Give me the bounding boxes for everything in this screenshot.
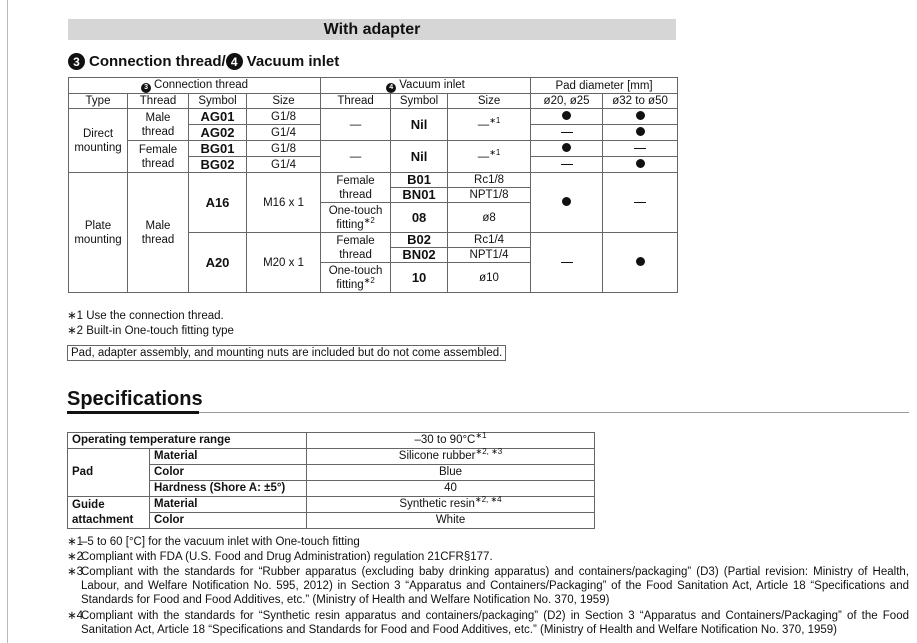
- vacuum-symbol-cell: B02: [391, 233, 448, 248]
- availability-cell: [603, 233, 678, 293]
- symbol-cell: A20: [189, 233, 247, 293]
- footnote-mark: ∗1: [489, 147, 501, 157]
- col-header-vacuum-thread: Thread: [321, 94, 391, 109]
- dash-icon: [561, 164, 573, 165]
- section-title-part2: Vacuum inlet: [246, 53, 340, 70]
- filled-dot-icon: [636, 257, 645, 266]
- spec-label-guide-attachment: Guide attachment: [68, 497, 150, 529]
- vacuum-size-value: —: [477, 118, 490, 131]
- col-header-vacuum-symbol: Symbol: [391, 94, 448, 109]
- footnote-text: Use the connection thread.: [86, 310, 224, 322]
- dash-icon: [634, 148, 646, 149]
- availability-cell: [603, 109, 678, 125]
- section-title-part1: Connection thread/: [89, 53, 226, 70]
- conn-note-2: [67, 323, 234, 337]
- group-header-label: Connection thread: [154, 79, 249, 91]
- col-header-symbol: Symbol: [189, 94, 247, 109]
- vacuum-size-cell: [448, 141, 531, 173]
- spec-value-pad-color: Blue: [307, 465, 595, 481]
- spec-value-hardness: 40: [307, 481, 595, 497]
- vacuum-thread-cell: Female thread: [321, 233, 391, 263]
- vacuum-thread-cell: [321, 263, 391, 293]
- footnote-text: Built-in One-touch fitting type: [86, 325, 234, 337]
- type-plate-mounting: Plate mounting: [69, 173, 128, 293]
- table-row: [69, 109, 678, 125]
- footnote-mark: ∗1: [489, 115, 501, 125]
- with-adapter-banner: With adapter: [68, 19, 676, 40]
- availability-cell: [603, 157, 678, 173]
- filled-dot-icon: [562, 143, 571, 152]
- symbol-cell: BG01: [189, 141, 247, 157]
- spec-note-3: [67, 565, 909, 607]
- symbol-cell: AG01: [189, 109, 247, 125]
- spec-value-pad-material: [307, 449, 595, 465]
- spec-label-color: Color: [150, 465, 307, 481]
- group-header-label: Vacuum inlet: [399, 79, 465, 91]
- number-4-badge: 4: [226, 53, 243, 70]
- vacuum-size-cell: NPT1/8: [448, 188, 531, 203]
- number-4-icon: 4: [386, 83, 396, 93]
- dash-icon: [561, 132, 573, 133]
- size-cell: G1/4: [247, 157, 321, 173]
- number-3-badge: 3: [68, 53, 85, 70]
- spec-label-operating-temp: Operating temperature range: [68, 433, 307, 449]
- footnote-mark: ∗2: [363, 275, 375, 285]
- footnote-mark: ∗2, ∗3: [475, 447, 503, 457]
- group-header-connection-thread: [69, 78, 321, 94]
- table-row: [68, 433, 595, 449]
- conn-note-1: [67, 308, 224, 322]
- vacuum-symbol-cell: Nil: [391, 141, 448, 173]
- availability-cell: [531, 233, 603, 293]
- vacuum-thread-cell: [321, 203, 391, 233]
- availability-cell: [603, 173, 678, 233]
- table-row: [68, 449, 595, 465]
- footnote-mark: ∗2: [67, 325, 84, 337]
- size-cell: G1/8: [247, 141, 321, 157]
- spec-value-operating-temp: [307, 433, 595, 449]
- filled-dot-icon: [636, 159, 645, 168]
- footnote-text: Compliant with FDA (U.S. Food and Drug Administration) regulation 21CFR§177.: [81, 551, 493, 563]
- availability-cell: [531, 157, 603, 173]
- col-header-size: Size: [247, 94, 321, 109]
- spec-label-hardness: Hardness (Shore A: ±5°): [150, 481, 307, 497]
- spec-value-text: –30 to 90°C: [414, 434, 476, 446]
- group-header-pad-diameter: Pad diameter [mm]: [531, 78, 678, 94]
- spec-value-guide-material: [307, 497, 595, 513]
- footnote-text: –5 to 60 [°C] for the vacuum inlet with One-touch fitting: [81, 536, 360, 548]
- spec-value-text: Synthetic resin: [399, 498, 475, 510]
- vacuum-symbol-cell: B01: [391, 173, 448, 188]
- footnote-mark: ∗2, ∗4: [474, 495, 502, 505]
- size-cell: G1/4: [247, 125, 321, 141]
- vacuum-thread-cell: Female thread: [321, 173, 391, 203]
- spec-label-color: Color: [150, 513, 307, 529]
- heading-underline: [67, 411, 199, 414]
- table-row: [69, 173, 678, 188]
- symbol-cell: AG02: [189, 125, 247, 141]
- onetouch-label: One-touch fitting: [328, 264, 383, 291]
- size-cell: M20 x 1: [247, 233, 321, 293]
- symbol-cell: BG02: [189, 157, 247, 173]
- spec-note-4: [67, 609, 909, 637]
- vacuum-size-cell: Rc1/8: [448, 173, 531, 188]
- availability-cell: [531, 141, 603, 157]
- vacuum-size-cell: [448, 109, 531, 141]
- filled-dot-icon: [562, 111, 571, 120]
- vacuum-thread-cell: —: [321, 141, 391, 173]
- vacuum-symbol-cell: BN01: [391, 188, 448, 203]
- thread-female: Female thread: [128, 141, 189, 173]
- vacuum-size-cell: ø10: [448, 263, 531, 293]
- dash-icon: [561, 262, 573, 263]
- size-cell: M16 x 1: [247, 173, 321, 233]
- availability-cell: [603, 125, 678, 141]
- vacuum-thread-cell: —: [321, 109, 391, 141]
- section-divider: [199, 412, 909, 413]
- col-header-type: Type: [69, 94, 128, 109]
- footnote-mark: ∗1: [67, 536, 84, 548]
- spec-label-pad: Pad: [68, 449, 150, 497]
- connection-table: [68, 77, 678, 293]
- spec-label-material: Material: [150, 497, 307, 513]
- size-cell: G1/8: [247, 109, 321, 125]
- dash-icon: [634, 202, 646, 203]
- page-edge-line: [7, 0, 8, 643]
- connection-section-title: [68, 53, 339, 70]
- col-header-diameter-large: ø32 to ø50: [603, 94, 678, 109]
- spec-note-2: [67, 550, 909, 564]
- col-header-vacuum-size: Size: [448, 94, 531, 109]
- footnote-mark: ∗4: [67, 610, 84, 622]
- symbol-cell: A16: [189, 173, 247, 233]
- specifications-table: [67, 432, 595, 529]
- type-direct-mounting: Direct mounting: [69, 109, 128, 173]
- col-header-diameter-small: ø20, ø25: [531, 94, 603, 109]
- filled-dot-icon: [636, 127, 645, 136]
- footnote-mark: ∗3: [67, 566, 84, 578]
- footnote-mark: ∗2: [67, 551, 84, 563]
- filled-dot-icon: [562, 197, 571, 206]
- table-row: [68, 497, 595, 513]
- col-header-thread: Thread: [128, 94, 189, 109]
- vacuum-symbol-cell: 08: [391, 203, 448, 233]
- number-3-icon: 3: [141, 83, 151, 93]
- vacuum-symbol-cell: BN02: [391, 248, 448, 263]
- footnote-text: Compliant with the standards for “Synthetic resin apparatus and containers/packaging” (D2) in Section 3 “Apparatus and Containers/Packaging” of the Food Sanitation Act, Article 18 “Specifications and Standards for Food and Food Additives, etc.” (Ministry of Health and Welfare Notification No. 370, 1959): [81, 610, 909, 636]
- included-items-note: Pad, adapter assembly, and mounting nuts are included but do not come assembled.: [67, 345, 506, 361]
- filled-dot-icon: [636, 111, 645, 120]
- group-header-vacuum-inlet: [321, 78, 531, 94]
- footnote-mark: ∗2: [363, 215, 375, 225]
- availability-cell: [603, 141, 678, 157]
- availability-cell: [531, 173, 603, 233]
- vacuum-size-cell: NPT1/4: [448, 248, 531, 263]
- vacuum-symbol-cell: Nil: [391, 109, 448, 141]
- availability-cell: [531, 109, 603, 125]
- thread-male: Male thread: [128, 173, 189, 293]
- footnote-mark: ∗1: [475, 431, 487, 441]
- specifications-heading: Specifications: [67, 388, 203, 410]
- vacuum-size-value: —: [477, 150, 490, 163]
- vacuum-size-cell: Rc1/4: [448, 233, 531, 248]
- onetouch-label: One-touch fitting: [328, 204, 383, 231]
- thread-male: Male thread: [128, 109, 189, 141]
- availability-cell: [531, 125, 603, 141]
- vacuum-symbol-cell: 10: [391, 263, 448, 293]
- vacuum-size-cell: ø8: [448, 203, 531, 233]
- spec-label-material: Material: [150, 449, 307, 465]
- spec-value-text: Silicone rubber: [398, 450, 476, 462]
- spec-note-1: [67, 535, 909, 549]
- footnote-text: Compliant with the standards for “Rubber apparatus (excluding baby drinking apparatus) and containers/packaging” (D3) (Partial revision: Ministry of Health, Labour, and Welfare Notification No. 595, 2012) in Section 3 “Apparatus and Containers/Packaging” of the Food Sanitation Act, Article 18 “Specifications and Standards for Food and Food Additives, etc.” (Ministry of Health and Welfare Notification No. 370, 1959): [81, 566, 909, 606]
- footnote-mark: ∗1: [67, 310, 84, 322]
- table-row: [69, 141, 678, 157]
- spec-value-guide-color: White: [307, 513, 595, 529]
